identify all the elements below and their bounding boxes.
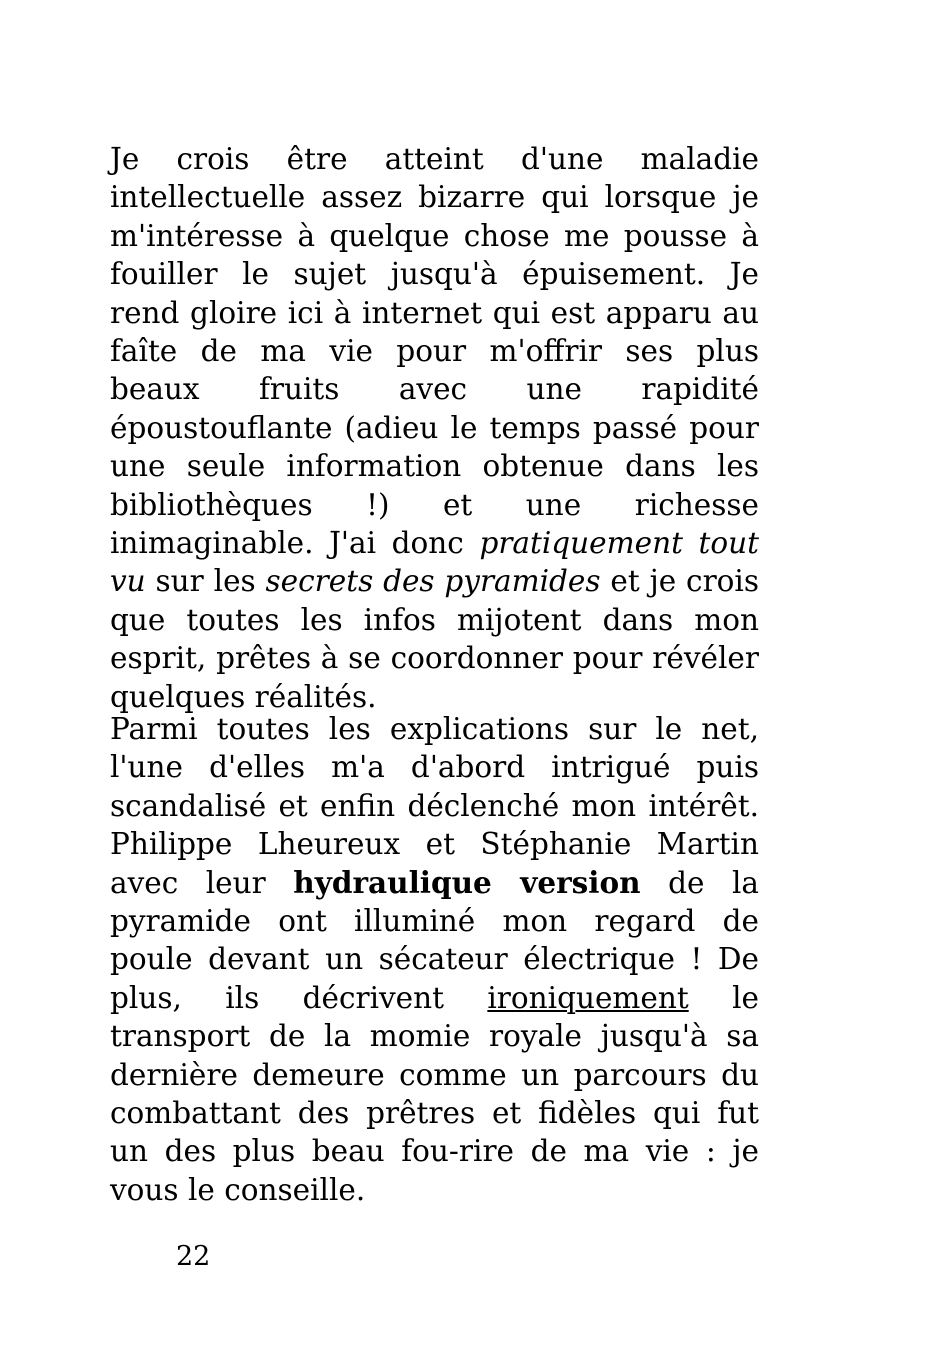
paragraph-2-underline-1: ironiquement	[487, 980, 689, 1015]
paragraph-2	[110, 710, 759, 1209]
paragraph-1-text-c: et je crois que toutes les infos mijotent dans mon esprit, prêtes à se coordonner pour révéler quelques réalités.	[110, 564, 760, 714]
paragraph-2-text-a: Parmi toutes les explications sur le net, l'une d'elles m'a d'abord intrigué puis scandalisé et enfin déclenché mon intérêt. Philippe Lheureux et Stéphanie Martin avec leur	[110, 712, 759, 900]
paragraph-1-text-b: sur les	[145, 564, 266, 599]
paragraph-1-text-a: Je crois être atteint d'une maladie intellectuelle assez bizarre qui lorsque je m'intéresse à quelque chose me pousse à fouiller le sujet jusqu'à épuisement. Je rend gloire ici à internet qui est apparu au faîte de ma vie pour m'offrir ses plus beaux fruits avec une rapidité époustouflante (adieu le temps passé pour une seule information obtenue dans les bibliothèques !) et une richesse inimaginable. J'ai donc	[110, 142, 759, 561]
paragraph-2-text-c: le transport de la momie royale jusqu'à sa dernière demeure comme un parcours du combattant des prêtres et fidèles qui fut un des plus beau fou-rire de ma vie : je vous le conseille.	[110, 980, 759, 1207]
page-number: 22	[176, 1241, 211, 1272]
paragraph-2-bold-1: hydraulique version	[293, 864, 641, 900]
paragraph-1	[110, 140, 759, 716]
paragraph-1-emphasis-1: pratiquement tout vu	[110, 526, 759, 599]
paragraph-1-emphasis-2: secrets des pyramides	[265, 564, 601, 599]
paragraph-2-text-b: de la pyramide ont illuminé mon regard de poule devant un sécateur électrique ! De plus, ils décrivent	[110, 865, 760, 1015]
